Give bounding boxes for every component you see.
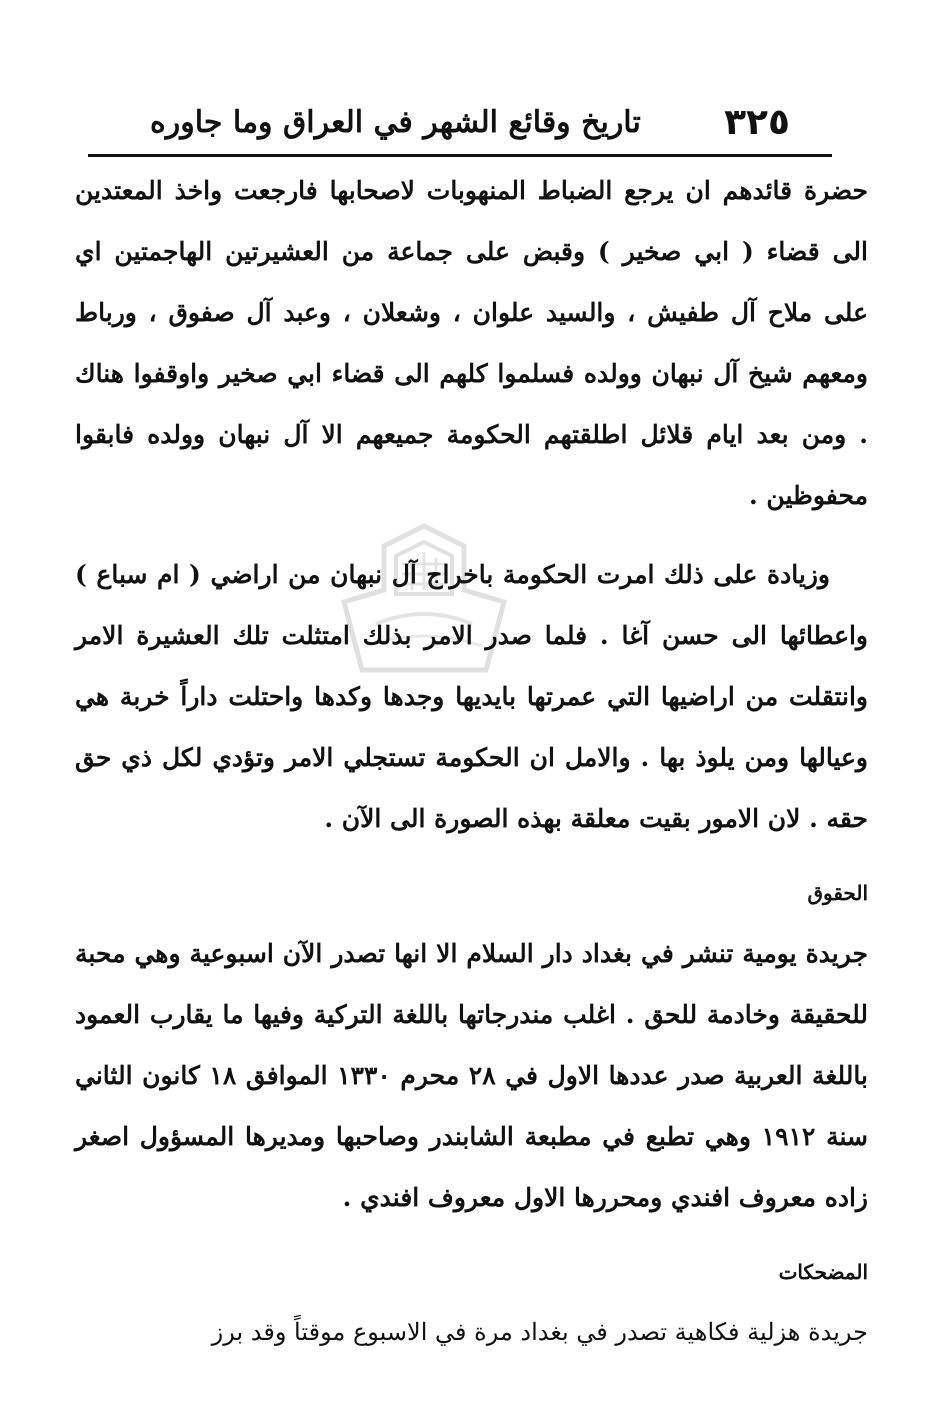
paragraph-um-sibaa: وزيادة على ذلك امرت الحكومة باخراج آل نبهان من اراضي ( ام سباع ) واعطائها الى حسن آغا . فلما صدر الامر بذلك امتثلت تلك العشيرة الامر وانتقلت من اراضيها التي عمرتها بايديها وجدها وكدها واحتلت داراً خربة هي وعيالها ومن يلوذ بها . والامل ان الحكومة تستجلي الامر وتؤدي لكل ذي حق حقه . لان الامور بقيت معلقة بهذه الصورة الى الآن . (75, 560, 868, 833)
page-number: ٣٢٥ (724, 101, 790, 143)
header-rule (88, 154, 832, 157)
section-heading-alhaqq: الحقوق (807, 881, 868, 905)
spacer (75, 1292, 868, 1302)
spacer (75, 526, 868, 544)
running-title: تاريخ وقائع الشهر في العراق وما جاوره (150, 104, 641, 140)
paragraph-almudhikat: جريدة هزلية فكاهية تصدر في بغداد مرة في الاسبوع موقتاً وقد برز (211, 1318, 868, 1346)
paragraph-continuation: حضرة قائدهم ان يرجع الضباط المنهوبات لاصحابها فارجعت واخذ المعتدين الى قضاء ( ابي صخير ) وقبض على جماعة من العشيرتين الهاجمتين اي على ملاح آل طفيش ، والسيد علوان ، وشعلان ، وعبد آل صفوق ، ورباط ومعهم شيخ آل نبهان وولده فسلموا كلهم الى قضاء ابي صخير واوقفوا هناك . ومن بعد ايام قلائل اطلقتهم الحكومة جميعهم الا آل نبهان وولده فابقوا محفوظين . (75, 176, 868, 510)
spacer (75, 849, 868, 873)
spacer (75, 913, 868, 923)
paragraph-alhaqq: جريدة يومية تنشر في بغداد دار السلام الا انها تصدر الآن اسبوعية وهي محبة للحقيقة وخادمة للحق . اغلب مندرجاتها باللغة التركية وفيها ما يقارب العمود باللغة العربية صدر عددها الاول في ٢٨ محرم ١٣٣٠ الموافق ١٨ كانون الثاني سنة ١٩١٢ وهي تطبع في مطبعة الشابندر وصاحبها ومديرها المسؤول اصغر زاده معروف افندي ومحررها الاول معروف افندي . (75, 939, 868, 1212)
section-heading-almudhikat: المضحكات (778, 1260, 868, 1284)
spacer (75, 1228, 868, 1252)
page-body (75, 160, 868, 1363)
page-header (150, 92, 790, 152)
